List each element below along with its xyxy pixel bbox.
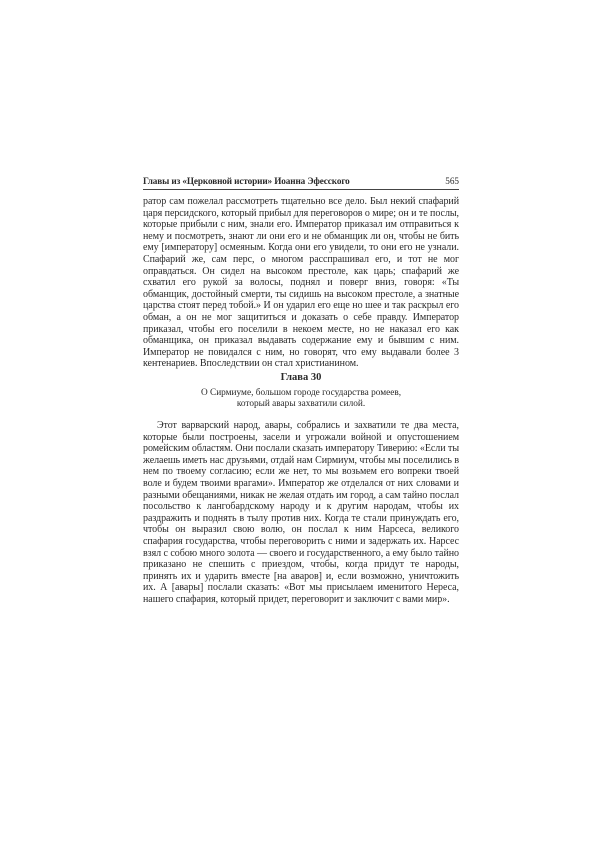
text-block-1 (143, 196, 459, 370)
paragraph-continued: ратор сам пожелал рассмотреть тщательно все дело. Был некий спафарий царя персидского, который прибыл для переговоров о мире; он и те послы, которые прибыли с ним, знали его. Император приказал им отправиться к нему и посмотреть, знают ли они его и не обманщик ли он, чтобы не бить ему [императору] осмеяным. Когда они его увидели, то они его не узнали. Спафарий же, сам перс, о многом расспрашивал его, и тот не мог оправдаться. Он сидел на высоком престоле, как царь; спафарий же схватил его рукой за волосы, поднял и поверг вниз, говоря: «Ты обманщик, достойный смерти, ты сидишь на высоком престоле, а знатные царства стоят перед тобой.» И он ударил его еще но шее и так раскрыл его обман, а он не мог защититься и доказать о себе правду. Император приказал, чтобы его поселили в некоем месте, но не наказал его как обманщика, он приказал выдавать содержание ему и бывшим с ним. Император не повидался с ним, но говорят, что ему выдавали более 3 кентенариев. Впоследствии он стал христианином. (143, 196, 459, 370)
running-title: Главы из «Церковной истории» Иоанна Эфесского (143, 176, 350, 186)
chapter-subtitle-line-2: который авары захватили силой. (236, 399, 366, 409)
chapter-subtitle-line-1: О Сирмиуме, большом городе государства ромеев, (200, 388, 402, 398)
text-block-2 (143, 420, 459, 606)
page-number: 565 (445, 176, 459, 186)
chapter-heading: Глава 30 (280, 372, 322, 383)
running-header (143, 176, 459, 190)
chapter-subtitle (143, 388, 459, 410)
paragraph-chapter-30: Этот варварский народ, авары, собрались и захватили те два места, которые были построены, засели и угрожали войной и опустошением ромейским областям. Они послали сказать императору Тиверию: «Если ты желаешь иметь нас друзьями, отдай нам Сирмиум, чтобы мы поселились в нем по твоему согласию; если же нет, то мы возьмем его вопреки твоей воле и будем твоими врагами». Император же отделался от них словами и разными обещаниями, никак не желая отдать им город, а сам тайно послал посольство к лангобардскому народу и к другим народам, чтобы их раздражить и поднять в тылу против них. Когда те стали принуждать его, чтобы он выразил свою волю, он послал к ним Нарсеса, великого спафария государства, чтобы переговорить с ними и задержать их. Нарсес взял с собою много золота — своего и государственного, а ему было тайно приказано не спешить с приездом, чтобы, когда придут те народы, принять их и ударить вместе [на аваров] и, если возможно, уничтожить их. А [авары] послали сказать: «Вот мы присылаем именитого Нереса, нашего спафария, который придет, переговорит и заключит с вами мир». (143, 420, 459, 605)
